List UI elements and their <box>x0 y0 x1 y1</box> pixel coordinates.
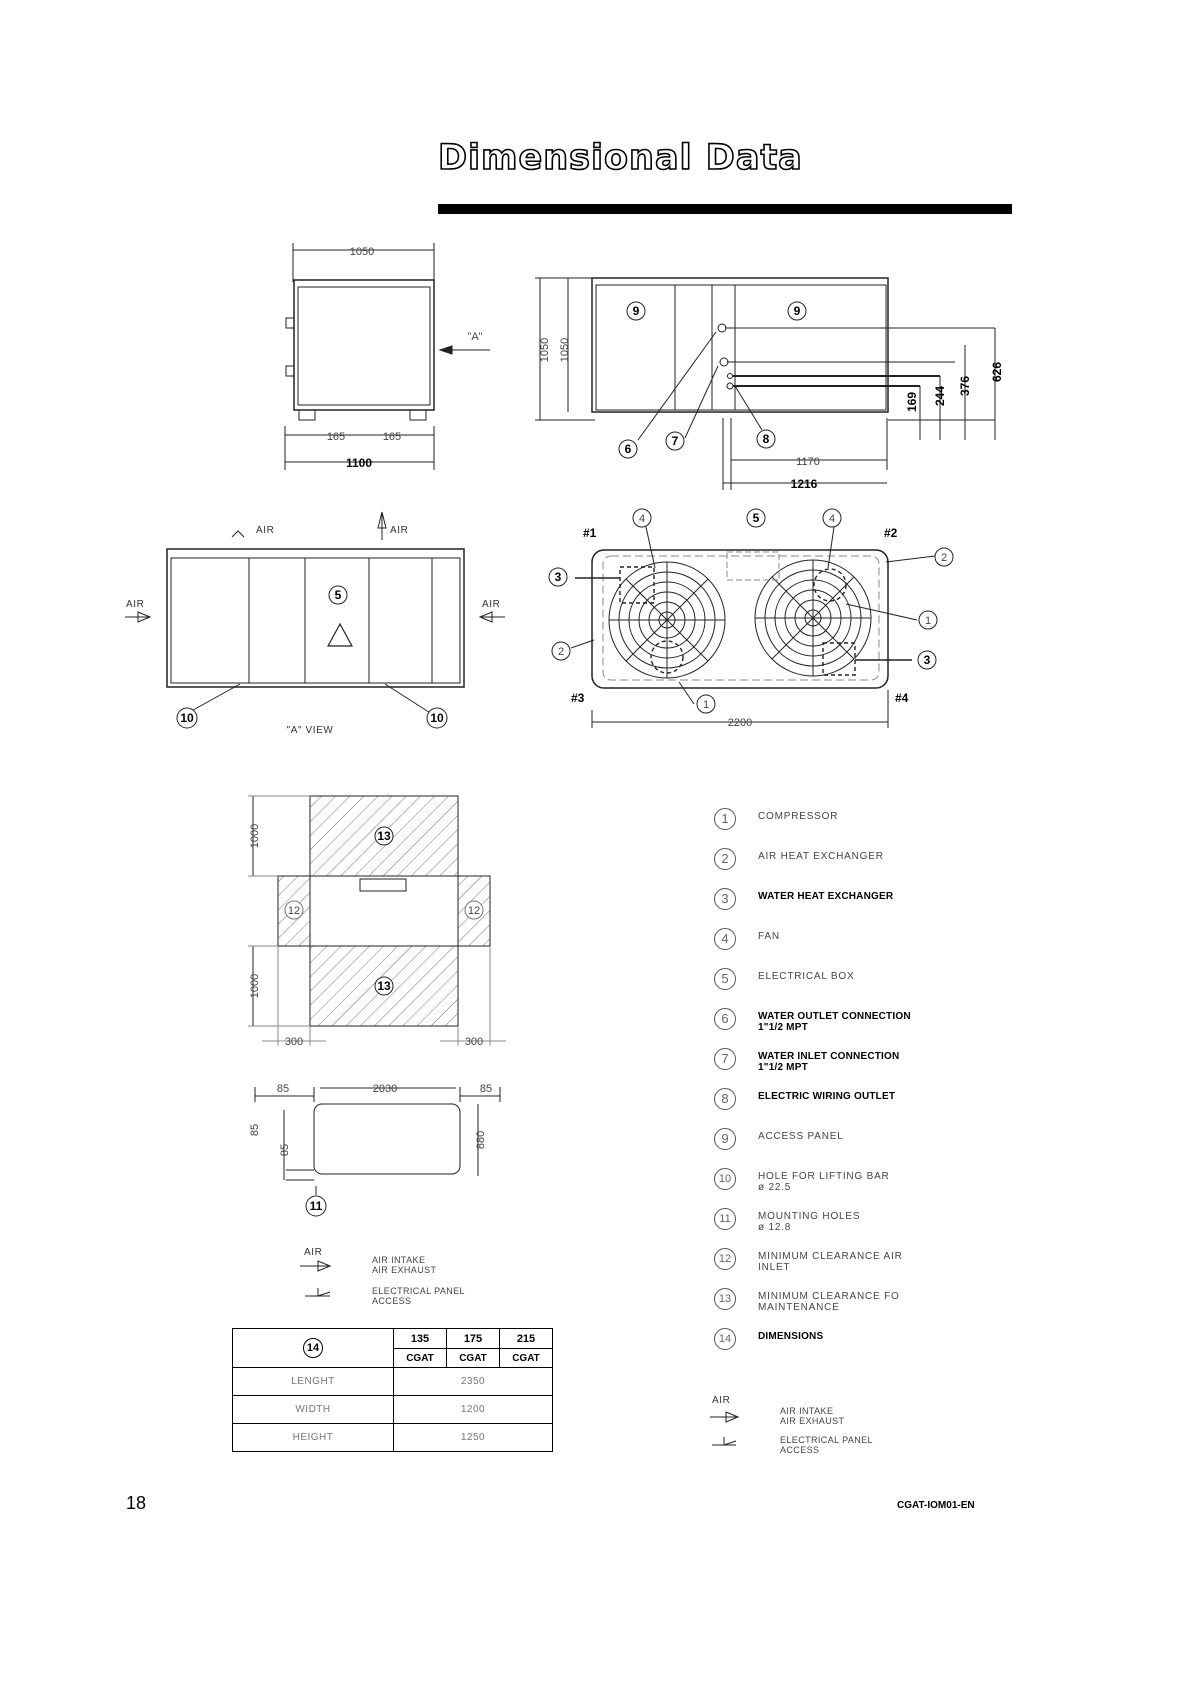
legend-line: ELECTRICAL BOX <box>758 971 855 982</box>
dim-top-2200: 2200 <box>727 717 753 729</box>
table-marker-cell <box>233 1329 394 1368</box>
marker-2-right: 2 <box>940 552 948 564</box>
legend-number: 1 <box>714 808 736 830</box>
legend-text <box>758 851 884 862</box>
legend-line: ø 22.5 <box>758 1182 792 1193</box>
marker-6: 6 <box>624 442 632 456</box>
legend-text <box>758 1011 911 1033</box>
dim-626: 626 <box>990 361 1004 383</box>
legend-line: COMPRESSOR <box>758 811 839 822</box>
legend-line: MINIMUM CLEARANCE FO <box>758 1291 900 1302</box>
legend-text <box>758 971 854 982</box>
page-title: Dimensional Data <box>438 138 803 178</box>
mounting-diagram <box>255 1087 500 1195</box>
legend-item <box>712 1248 1042 1288</box>
legend-number: 13 <box>714 1288 736 1310</box>
legend-text <box>758 1331 823 1342</box>
dim-clear-bottom: 1000 <box>249 973 261 999</box>
legend-number: 7 <box>714 1048 736 1070</box>
model-135: 135 <box>394 1329 447 1349</box>
dim-foot-left: 165 <box>326 431 346 443</box>
marker-14: 14 <box>303 1338 323 1358</box>
legend-item <box>712 1008 1042 1048</box>
corner-1: #1 <box>583 526 597 540</box>
air-intake-label: AIR INTAKE <box>372 1255 426 1265</box>
air-key-label: AIR <box>304 1247 323 1258</box>
legend-number: 14 <box>714 1328 736 1350</box>
series-1: CGAT <box>394 1349 447 1368</box>
marker-11: 11 <box>309 1199 323 1213</box>
corner-2: #2 <box>884 526 898 540</box>
legend-text <box>758 1251 903 1273</box>
marker-4-right: 4 <box>828 513 836 525</box>
panel-key-text <box>372 1286 465 1306</box>
dim-front-1216: 1216 <box>790 477 818 491</box>
marker-12-right: 12 <box>467 905 481 917</box>
legend-text <box>758 1131 844 1142</box>
legend-number: 11 <box>714 1208 736 1230</box>
series-2: CGAT <box>447 1349 500 1368</box>
legend-line: 1"1/2 MPT <box>758 1022 808 1033</box>
air-key-label-2: AIR <box>712 1395 731 1406</box>
marker-10-right: 10 <box>430 711 444 725</box>
marker-12-left: 12 <box>287 905 301 917</box>
air-left-label: AIR <box>126 599 145 610</box>
legend-item <box>712 848 1042 888</box>
legend-item <box>712 888 1042 928</box>
legend-text <box>758 1051 899 1073</box>
legend-item <box>712 1168 1042 1208</box>
legend-number: 4 <box>714 928 736 950</box>
legend-number: 9 <box>714 1128 736 1150</box>
legend-number: 5 <box>714 968 736 990</box>
air-key-text <box>372 1255 436 1275</box>
air-right-label: AIR <box>482 599 501 610</box>
fan-right <box>755 560 871 676</box>
panel-label-1b: ELECTRICAL PANEL <box>780 1435 873 1445</box>
marker-4-left: 4 <box>638 513 646 525</box>
legend-item <box>712 1288 1042 1328</box>
document-reference: CGAT-IOM01-EN <box>897 1500 975 1511</box>
marker-13-bottom: 13 <box>377 979 391 993</box>
dimensions-table <box>232 1328 553 1452</box>
front-view <box>535 278 995 490</box>
legend-line: DIMENSIONS <box>758 1331 824 1342</box>
legend-line: MAINTENANCE <box>758 1302 840 1313</box>
series-3: CGAT <box>500 1349 553 1368</box>
row-length-value: 2350 <box>394 1368 553 1396</box>
legend-line: HOLE FOR LIFTING BAR <box>758 1171 890 1182</box>
marker-3-right: 3 <box>923 653 931 667</box>
dim-169: 169 <box>905 391 919 413</box>
legend-text <box>758 1171 890 1193</box>
model-175: 175 <box>447 1329 500 1349</box>
air-exhaust-label: AIR EXHAUST <box>372 1265 437 1275</box>
row-width-label: WIDTH <box>233 1396 394 1424</box>
marker-7: 7 <box>671 434 679 448</box>
legend-line: ø 12.8 <box>758 1222 792 1233</box>
a-view <box>125 512 505 716</box>
panel-key-text-2 <box>780 1435 873 1455</box>
dim-mount-85-right: 85 <box>479 1083 493 1095</box>
dim-mount-85-inner: 85 <box>279 1143 291 1157</box>
legend-item <box>712 1048 1042 1088</box>
dim-376: 376 <box>958 375 972 397</box>
legend-item <box>712 808 1042 848</box>
panel-label-2b: ACCESS <box>780 1445 820 1455</box>
legend-line: MINIMUM CLEARANCE AIR <box>758 1251 903 1262</box>
marker-5-a-view: 5 <box>334 588 342 602</box>
dim-foot-right: 165 <box>382 431 402 443</box>
dim-mount-2030: 2030 <box>372 1083 398 1095</box>
legend-text <box>758 891 893 902</box>
legend-text <box>758 1211 860 1233</box>
dim-side-overall: 1100 <box>345 456 373 470</box>
panel-label-1: ELECTRICAL PANEL <box>372 1286 465 1296</box>
legend-line: FAN <box>758 931 780 942</box>
marker-1-right: 1 <box>924 615 932 627</box>
marker-9-right: 9 <box>793 304 801 318</box>
legend-item <box>712 1328 1042 1368</box>
a-view-caption: "A" VIEW <box>286 725 334 736</box>
dim-front-height-inner: 1050 <box>559 337 571 363</box>
arrow-a-label: "A" <box>467 331 483 343</box>
legend-line: MOUNTING HOLES <box>758 1211 861 1222</box>
row-width-value: 1200 <box>394 1396 553 1424</box>
legend-item <box>712 1128 1042 1168</box>
marker-13-top: 13 <box>377 829 391 843</box>
row-length-label: LENGHT <box>233 1368 394 1396</box>
legend-number: 10 <box>714 1168 736 1190</box>
dim-clear-right: 300 <box>464 1036 484 1048</box>
top-view <box>571 527 935 728</box>
marker-5-top: 5 <box>752 511 760 525</box>
marker-3-left: 3 <box>554 570 562 584</box>
legend-number: 8 <box>714 1088 736 1110</box>
legend-item <box>712 968 1042 1008</box>
row-height-value: 1250 <box>394 1424 553 1452</box>
legend-number: 6 <box>714 1008 736 1030</box>
legend-text <box>758 1091 895 1102</box>
legend-item <box>712 1088 1042 1128</box>
panel-label-2: ACCESS <box>372 1296 412 1306</box>
corner-4: #4 <box>895 691 909 705</box>
marker-2-left: 2 <box>557 646 565 658</box>
dim-clear-left: 300 <box>284 1036 304 1048</box>
legend-number: 12 <box>714 1248 736 1270</box>
air-exhaust-label-2: AIR EXHAUST <box>780 1416 845 1426</box>
legend-line: WATER HEAT EXCHANGER <box>758 891 894 902</box>
dim-mount-85-side: 85 <box>249 1123 261 1137</box>
dim-mount-85-left: 85 <box>276 1083 290 1095</box>
dim-front-1170: 1170 <box>796 456 820 468</box>
model-215: 215 <box>500 1329 553 1349</box>
legend-line: INLET <box>758 1262 791 1273</box>
dim-clear-top: 1000 <box>249 823 261 849</box>
legend-line: AIR HEAT EXCHANGER <box>758 851 884 862</box>
air-key-text-2 <box>780 1406 844 1426</box>
air-intake-label-2: AIR INTAKE <box>780 1406 834 1416</box>
fan-left <box>609 562 725 678</box>
legend-line: ELECTRIC WIRING OUTLET <box>758 1091 896 1102</box>
marker-8: 8 <box>762 432 770 446</box>
legend-text <box>758 1291 900 1313</box>
legend-line: 1"1/2 MPT <box>758 1062 808 1073</box>
dim-side-width: 1050 <box>349 246 375 258</box>
air-top-right-label: AIR <box>390 525 409 536</box>
legend-line: ACCESS PANEL <box>758 1131 844 1142</box>
corner-3: #3 <box>571 691 585 705</box>
legend-line: WATER INLET CONNECTION <box>758 1051 900 1062</box>
dim-mount-880: 880 <box>475 1130 487 1150</box>
marker-10-left: 10 <box>180 711 194 725</box>
marker-1-bottom: 1 <box>702 699 710 711</box>
legend-number: 2 <box>714 848 736 870</box>
page-number: 18 <box>126 1493 147 1513</box>
legend-text <box>758 811 838 822</box>
legend-item <box>712 928 1042 968</box>
dim-front-height-outer: 1050 <box>539 337 551 363</box>
legend-text <box>758 931 780 942</box>
legend-item <box>712 1208 1042 1248</box>
dim-244: 244 <box>933 385 947 407</box>
marker-9-left: 9 <box>632 304 640 318</box>
legend-number: 3 <box>714 888 736 910</box>
row-height-label: HEIGHT <box>233 1424 394 1452</box>
legend-line: WATER OUTLET CONNECTION <box>758 1011 911 1022</box>
air-top-left-label: AIR <box>256 525 275 536</box>
